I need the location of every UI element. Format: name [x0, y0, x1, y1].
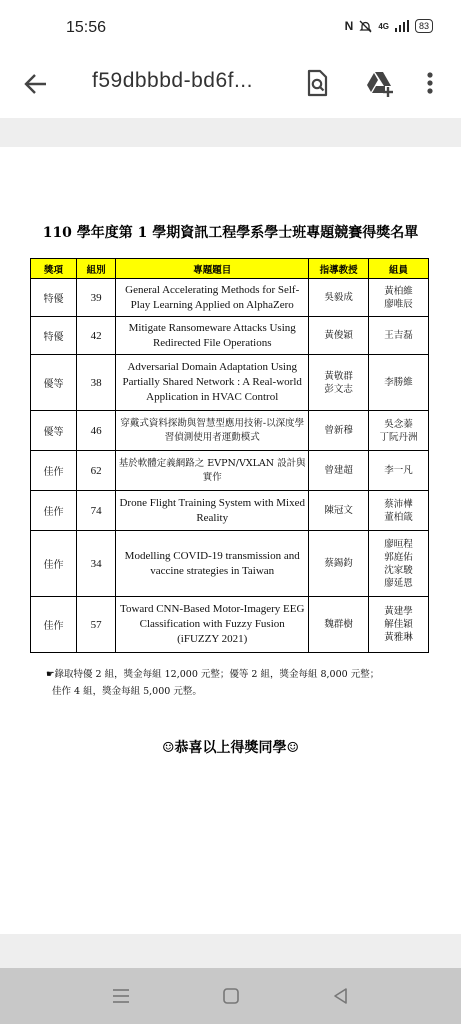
award-cell: 佳作 — [31, 451, 77, 491]
recents-icon[interactable] — [111, 987, 131, 1005]
award-cell: 佳作 — [31, 531, 77, 597]
advisor-cell: 黃敬群 彭文志 — [309, 355, 369, 411]
back-icon[interactable] — [331, 987, 351, 1005]
table-row — [31, 411, 429, 451]
advisor-cell: 吳毅成 — [309, 279, 369, 317]
team-cell: 34 — [76, 531, 115, 597]
members-cell: 廖晅程 郭庭佑 沈家駿 廖延恩 — [369, 531, 429, 597]
battery-level: 83 — [418, 21, 429, 31]
prize-note-line-1: ☛錄取特優 2 組，獎金每組 12,000 元整；優等 2 組，獎金每組 8,000 元整； — [46, 669, 380, 680]
topic-cell: General Accelerating Methods for Self-Play Learning Applied on AlphaZero — [116, 279, 309, 317]
table-row — [31, 279, 429, 317]
members-cell: 蔡沛樺 董柏箴 — [369, 491, 429, 531]
document-page — [0, 147, 461, 934]
network-type: 4G — [378, 21, 389, 31]
viewer-toolbar — [0, 50, 461, 118]
congratulations-text: ☺恭喜以上得獎同學☺ — [161, 740, 300, 756]
nfc-icon: N — [344, 19, 354, 33]
status-bar — [0, 0, 461, 50]
team-cell: 57 — [76, 597, 115, 653]
award-cell: 特優 — [31, 317, 77, 355]
header-award: 獎項 — [31, 259, 77, 279]
status-icons — [345, 19, 433, 33]
header-advisor: 指導教授 — [309, 259, 369, 279]
topic-cell: Adversarial Domain Adaptation Using Partially Shared Network : A Real-world Application in HVAC Control — [116, 355, 309, 411]
table-row — [31, 491, 429, 531]
topic-cell: 穿戴式資料探勘與智慧型應用技術-以深度學習偵測使用者運動模式 — [116, 411, 309, 451]
table-row — [31, 317, 429, 355]
members-cell: 黃柏維 廖唯辰 — [369, 279, 429, 317]
page-separator-top — [0, 118, 461, 147]
page-title: 110 學年度第 1 學期資訊工程學系學士班專題競賽得獎名單 — [42, 225, 419, 241]
advisor-cell: 曾建超 — [309, 451, 369, 491]
prize-note-line-2: 佳作 4 組，獎金每組 5,000 元整。 — [52, 686, 202, 697]
table-header-row — [31, 259, 429, 279]
advisor-cell: 陳冠文 — [309, 491, 369, 531]
award-cell: 優等 — [31, 411, 77, 451]
advisor-cell: 蔡錫鈞 — [309, 531, 369, 597]
awards-table — [30, 258, 429, 653]
signal-icon — [395, 20, 409, 32]
back-arrow-icon[interactable] — [22, 70, 50, 98]
table-row — [31, 451, 429, 491]
header-team: 組別 — [76, 259, 115, 279]
team-cell: 42 — [76, 317, 115, 355]
advisor-cell: 黃俊穎 — [309, 317, 369, 355]
table-row — [31, 597, 429, 653]
page-separator-bottom — [0, 934, 461, 968]
document-title: f59dbbbd-bd6f... — [92, 69, 253, 92]
header-members: 組員 — [369, 259, 429, 279]
topic-cell: Mitigate Ransomeware Attacks Using Redirected File Operations — [116, 317, 309, 355]
team-cell: 38 — [76, 355, 115, 411]
advisor-cell: 曾新穆 — [309, 411, 369, 451]
search-doc-icon[interactable] — [302, 68, 332, 98]
award-cell: 佳作 — [31, 597, 77, 653]
system-nav-bar — [0, 968, 461, 1024]
members-cell: 吳念蓁 丁阮丹洲 — [369, 411, 429, 451]
members-cell: 黃建學 解佳穎 黃雅琳 — [369, 597, 429, 653]
clock: 15:56 — [66, 19, 107, 36]
award-cell: 佳作 — [31, 491, 77, 531]
table-row — [31, 355, 429, 411]
members-cell: 李一凡 — [369, 451, 429, 491]
add-to-drive-icon[interactable] — [364, 68, 394, 98]
topic-cell: Toward CNN-Based Motor-Imagery EEG Classification with Fuzzy Fusion (iFUZZY 2021) — [116, 597, 309, 653]
prize-note — [46, 666, 379, 700]
header-topic: 專題題目 — [116, 259, 309, 279]
team-cell: 62 — [76, 451, 115, 491]
more-vert-icon[interactable] — [418, 68, 442, 98]
table-row — [31, 531, 429, 597]
home-icon[interactable] — [221, 987, 241, 1005]
award-cell: 優等 — [31, 355, 77, 411]
topic-cell: Modelling COVID-19 transmission and vaccine strategies in Taiwan — [116, 531, 309, 597]
battery-icon — [415, 19, 433, 33]
mute-icon — [359, 20, 372, 33]
team-cell: 39 — [76, 279, 115, 317]
members-cell: 王吉磊 — [369, 317, 429, 355]
topic-cell: 基於軟體定義網路之 EVPN/VXLAN 設計與實作 — [116, 451, 309, 491]
members-cell: 李勝維 — [369, 355, 429, 411]
award-cell: 特優 — [31, 279, 77, 317]
advisor-cell: 魏群樹 — [309, 597, 369, 653]
team-cell: 74 — [76, 491, 115, 531]
topic-cell: Drone Flight Training System with Mixed Reality — [116, 491, 309, 531]
team-cell: 46 — [76, 411, 115, 451]
